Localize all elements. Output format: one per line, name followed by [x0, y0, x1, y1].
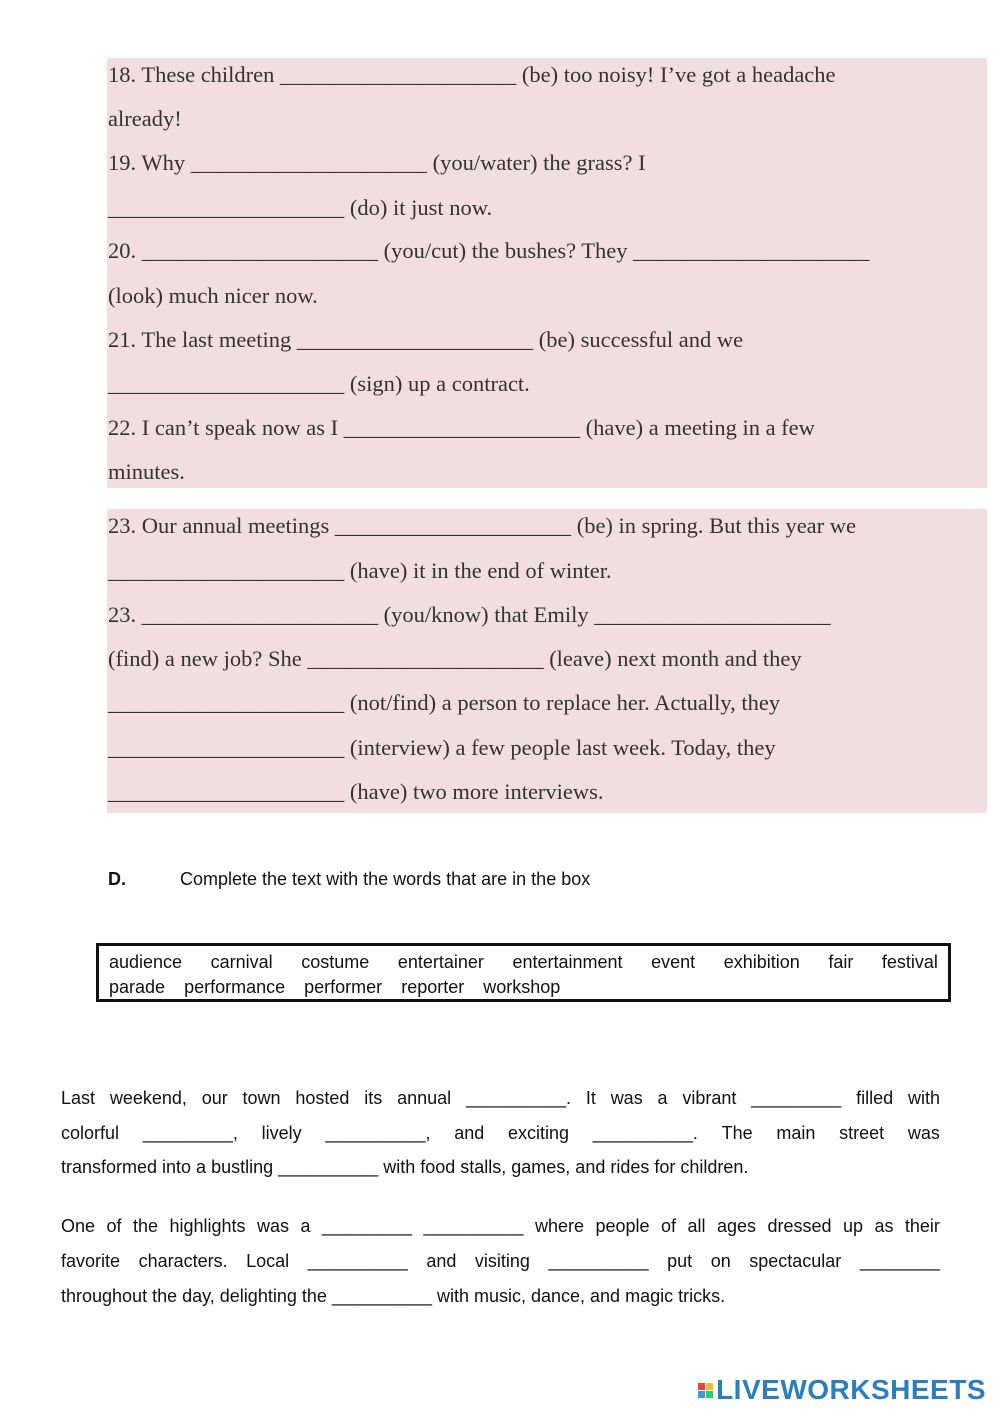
paragraph-word: its [364, 1088, 383, 1108]
paragraph-word: __________ [548, 1251, 649, 1271]
paragraph-word: favorite [61, 1251, 121, 1271]
exercise-block-2 [107, 509, 987, 813]
word-option: entertainer [397, 952, 484, 972]
paragraph-word: ages [716, 1216, 756, 1236]
exercise-block-1 [107, 58, 987, 488]
exercise-line: minutes. [108, 459, 185, 484]
logo-square [698, 1383, 705, 1390]
paragraph-word: _________ [751, 1088, 842, 1108]
paragraph-word: put [667, 1251, 693, 1271]
paragraph-word: was [256, 1216, 289, 1236]
exercise-line: 23. Our annual meetings _____________________ (be) in spring. But this year we [108, 513, 857, 538]
exercise-line: _____________________ (sign) up a contract. [108, 371, 530, 396]
paragraph-word: exciting [507, 1123, 570, 1143]
word-box-row-1 [109, 950, 938, 974]
logo-mark-icon [698, 1383, 713, 1398]
exercise-line: _____________________ (do) it just now. [108, 195, 493, 220]
paragraph-word: visiting [474, 1251, 530, 1271]
exercise-line: 19. Why _____________________ (you/water) the grass? I [108, 150, 646, 175]
exercise-line: 18. These children _____________________ (be) too noisy! I’ve got a headache [108, 62, 836, 87]
paragraph-word: a [300, 1216, 311, 1236]
word-option: performer [304, 977, 383, 997]
exercise-line: (find) a new job? She _____________________ (leave) next month and they [108, 646, 802, 671]
paragraph-word: lively [261, 1123, 302, 1143]
paragraph-word: people [595, 1216, 650, 1236]
paragraph-word: filled [856, 1088, 894, 1108]
paragraph-word: hosted [295, 1088, 350, 1108]
paragraph-word: __________ [423, 1216, 524, 1236]
paragraph-word: up [842, 1216, 863, 1236]
exercise-line: 23. _____________________ (you/know) that Emily _____________________ [108, 602, 831, 627]
paragraph-word: Last [61, 1088, 96, 1108]
word-option: performance [184, 977, 286, 997]
paragraph-word: __________ [307, 1251, 408, 1271]
word-option: reporter [401, 977, 465, 997]
paragraph-line [61, 1085, 940, 1111]
paragraph-line [61, 1120, 940, 1146]
paragraph-word: of [661, 1216, 677, 1236]
paragraph-word: __________, [325, 1123, 431, 1143]
paragraph-word: It [585, 1088, 596, 1108]
liveworksheets-logo [698, 1374, 986, 1406]
logo-square [706, 1383, 713, 1390]
paragraph-word: and [454, 1123, 485, 1143]
paragraph-word: ________ [859, 1251, 940, 1271]
word-option: costume [301, 952, 370, 972]
paragraph-line: throughout the day, delighting the __________ with music, dance, and magic tricks. [61, 1286, 726, 1306]
paragraph-word: __________. [465, 1088, 572, 1108]
word-option: festival [881, 952, 938, 972]
paragraph-word: was [610, 1088, 643, 1108]
word-option: exhibition [723, 952, 800, 972]
section-d-heading [108, 866, 590, 892]
paragraph-word: Local [246, 1251, 290, 1271]
paragraph-word: One [61, 1216, 96, 1236]
word-option: event [651, 952, 696, 972]
paragraph-word: colorful [61, 1123, 120, 1143]
section-instruction: Complete the text with the words that are in the box [180, 869, 591, 889]
paragraph-word: _________ [321, 1216, 412, 1236]
word-option: carnival [210, 952, 273, 972]
paragraph-word: a [657, 1088, 668, 1108]
word-option: fair [828, 952, 854, 972]
exercise-line: 21. The last meeting _____________________ (be) successful and we [108, 327, 744, 352]
paragraph-word: spectacular [749, 1251, 842, 1271]
paragraph-word: town [242, 1088, 281, 1108]
paragraph-word: on [710, 1251, 731, 1271]
paragraph-word: with [907, 1088, 940, 1108]
paragraph-line: transformed into a bustling __________ with food stalls, games, and rides for children. [61, 1157, 749, 1177]
logo-square [706, 1391, 713, 1398]
paragraph-word: where [535, 1216, 585, 1236]
section-letter: D. [108, 869, 126, 889]
paragraph-word: main [776, 1123, 816, 1143]
paragraph-word: as [874, 1216, 894, 1236]
paragraph-word: highlights [169, 1216, 246, 1236]
exercise-line: (look) much nicer now. [108, 283, 318, 308]
word-box [96, 943, 951, 1002]
exercise-line: already! [108, 106, 182, 131]
paragraph-word: was [907, 1123, 940, 1143]
logo-square [698, 1391, 705, 1398]
paragraph-word: and [426, 1251, 457, 1271]
word-box-row-2 [109, 975, 574, 999]
paragraph-word: annual [397, 1088, 452, 1108]
paragraph-word: vibrant [682, 1088, 737, 1108]
paragraph-word: The [721, 1123, 753, 1143]
paragraph-word: characters. [138, 1251, 228, 1271]
paragraph-word: _________, [142, 1123, 238, 1143]
paragraph-word: dressed [767, 1216, 832, 1236]
paragraph-line [61, 1248, 940, 1274]
paragraph-word: __________. [592, 1123, 698, 1143]
paragraph-word: their [904, 1216, 940, 1236]
paragraph-word: our [201, 1088, 228, 1108]
logo-text: LIVEWORKSHEETS [716, 1374, 986, 1405]
word-option: audience [109, 952, 183, 972]
paragraph-word: street [839, 1123, 885, 1143]
paragraph-word: the [132, 1216, 158, 1236]
word-option: parade [109, 977, 166, 997]
exercise-line: _____________________ (not/find) a person to replace her. Actually, they [108, 690, 781, 715]
word-option: workshop [483, 977, 561, 997]
word-option: entertainment [512, 952, 623, 972]
exercise-line: 22. I can’t speak now as I _____________________ (have) a meeting in a few [108, 415, 815, 440]
exercise-line: _____________________ (have) it in the end of winter. [108, 558, 612, 583]
paragraph-line [61, 1213, 940, 1239]
paragraph-word: of [106, 1216, 122, 1236]
exercise-line: _____________________ (have) two more interviews. [108, 779, 604, 804]
paragraph-word: all [687, 1216, 706, 1236]
exercise-line: _____________________ (interview) a few people last week. Today, they [108, 735, 776, 760]
exercise-line: 20. _____________________ (you/cut) the bushes? They _____________________ [108, 238, 870, 263]
paragraph-word: weekend, [109, 1088, 187, 1108]
